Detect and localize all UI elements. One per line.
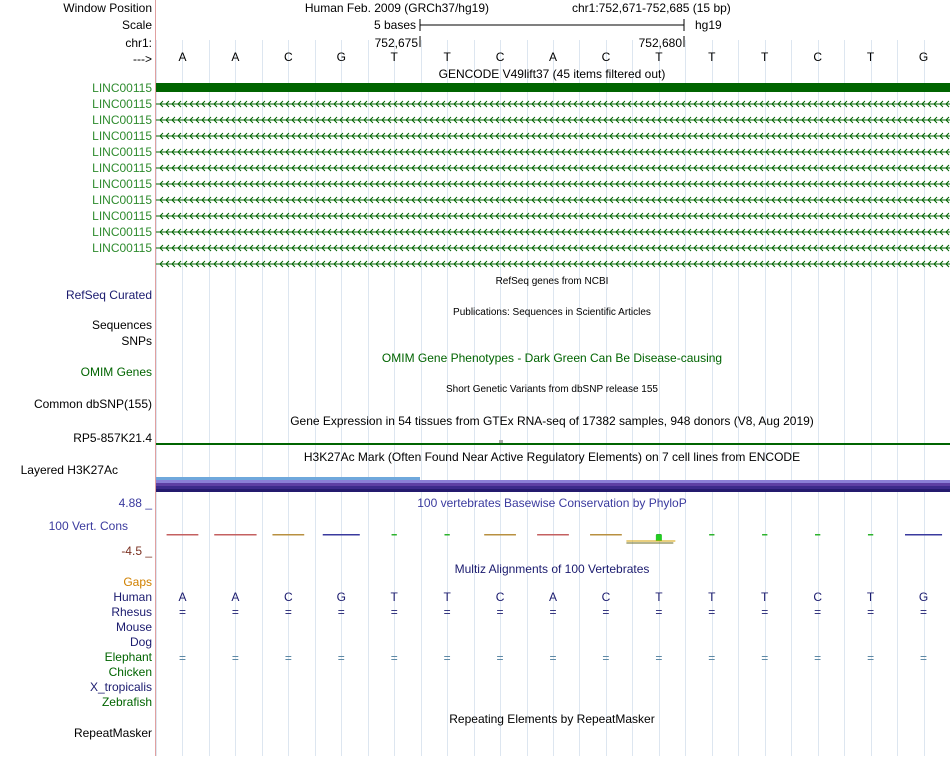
alignment-base: =	[920, 651, 927, 665]
multiz-rhesus-row	[179, 605, 927, 619]
reference-base: T	[655, 50, 663, 64]
alignment-base: =	[444, 651, 451, 665]
alignment-base: C	[602, 590, 611, 604]
track-label-column	[0, 0, 155, 756]
phylop-conservation-marks	[167, 534, 942, 543]
h3k27ac-signal-band-1	[156, 480, 950, 483]
reference-base: G	[337, 50, 346, 64]
alignment-base: =	[814, 605, 821, 619]
phylop-score-mark	[537, 534, 569, 536]
refseq-curated-label[interactable]: RefSeq Curated	[66, 288, 152, 302]
gencode-exon-block[interactable]	[156, 83, 950, 92]
multiz-human-row	[178, 590, 928, 604]
alignment-base: =	[391, 605, 398, 619]
ruler-tick-right-label: 752,680	[639, 36, 683, 50]
alignment-base: =	[602, 605, 609, 619]
multiz-track-title[interactable]: Multiz Alignments of 100 Vertebrates	[455, 562, 650, 576]
gencode-transcript-label[interactable]: LINC00115	[92, 209, 152, 223]
h3k27ac-signal-band-2	[156, 483, 950, 486]
alignment-base: =	[232, 651, 239, 665]
layered-h3k27ac-label[interactable]: Layered H3K27Ac	[21, 463, 118, 477]
reference-base: A	[178, 50, 186, 64]
conservation-max-label: 4.88 _	[119, 496, 152, 510]
alignment-base: =	[391, 651, 398, 665]
phylop-highlight-mark	[656, 535, 662, 541]
alignment-base: =	[338, 651, 345, 665]
reference-base: C	[813, 50, 822, 64]
strand-arrow-label: --->	[133, 52, 152, 66]
alignment-base: T	[708, 590, 716, 604]
alignment-base: =	[549, 651, 556, 665]
phylop-score-mark	[392, 534, 397, 536]
phylop-score-mark	[444, 534, 449, 536]
alignment-base: T	[761, 590, 769, 604]
h3k27ac-track-title[interactable]: H3K27Ac Mark (Often Found Near Active Regulatory Elements) on 7 cell lines from ENCODE	[304, 450, 800, 464]
window-position-label: Window Position	[63, 1, 152, 15]
alignment-base: =	[497, 651, 504, 665]
conservation-min-label: -4.5 _	[121, 544, 152, 558]
reference-base: C	[496, 50, 505, 64]
assembly-text: Human Feb. 2009 (GRCh37/hg19)	[305, 1, 489, 15]
phylop-score-mark	[323, 534, 360, 536]
scale-bar-label: 5 bases	[374, 18, 416, 32]
alignment-base: =	[497, 605, 504, 619]
alignment-base: G	[337, 590, 346, 604]
gtex-track-title[interactable]: Gene Expression in 54 tissues from GTEx RNA-seq of 17382 samples, 948 donors (V8, Aug 2019)	[290, 414, 814, 428]
base-gridlines	[157, 40, 950, 756]
alignment-base: C	[813, 590, 822, 604]
alignment-base: C	[284, 590, 293, 604]
gencode-transcript-label[interactable]: LINC00115	[92, 129, 152, 143]
gencode-transcript-label[interactable]: LINC00115	[92, 145, 152, 159]
alignment-base: =	[444, 605, 451, 619]
alignment-base: =	[867, 651, 874, 665]
gencode-track-title[interactable]: GENCODE V49lift37 (45 items filtered out)	[439, 67, 666, 81]
alignment-base: =	[655, 605, 662, 619]
snps-label[interactable]: SNPs	[121, 334, 152, 348]
alignment-base: =	[285, 605, 292, 619]
alignment-base: =	[655, 651, 662, 665]
alignment-base: =	[285, 651, 292, 665]
chr-label: chr1:	[125, 36, 152, 50]
reference-base: A	[549, 50, 557, 64]
alignment-base: =	[761, 605, 768, 619]
phylop-track-title[interactable]: 100 vertebrates Basewise Conservation by PhyloP	[417, 496, 686, 510]
species-label[interactable]: Chicken	[109, 665, 152, 679]
h3k27ac-signal-top	[156, 477, 420, 480]
phylop-score-mark	[868, 534, 873, 536]
phylop-score-mark	[484, 534, 516, 536]
sequences-label[interactable]: Sequences	[92, 318, 152, 332]
phylop-score-mark	[905, 534, 942, 536]
alignment-base: =	[602, 651, 609, 665]
reference-base: A	[231, 50, 239, 64]
position-text: chr1:752,671-752,685 (15 bp)	[572, 1, 731, 15]
alignment-base: =	[761, 651, 768, 665]
species-label[interactable]: Rhesus	[111, 605, 152, 619]
reference-base: T	[443, 50, 451, 64]
h3k27ac-signal-band-3	[156, 486, 950, 489]
gencode-transcript-label[interactable]: LINC00115	[92, 113, 152, 127]
gencode-transcript-label[interactable]: LINC00115	[92, 161, 152, 175]
vert-cons-label[interactable]: 100 Vert. Cons	[49, 519, 128, 533]
reference-base: G	[919, 50, 928, 64]
alignment-base: A	[178, 590, 186, 604]
gencode-transcript-label[interactable]: LINC00115	[92, 241, 152, 255]
species-label[interactable]: Mouse	[116, 620, 152, 634]
reference-bases	[178, 50, 928, 64]
species-label[interactable]: Human	[113, 590, 152, 604]
reference-base: C	[284, 50, 293, 64]
alignment-base: A	[549, 590, 557, 604]
gencode-transcript-label[interactable]: LINC00115	[92, 81, 152, 95]
gencode-transcript-label[interactable]: LINC00115	[92, 193, 152, 207]
gtex-expression-mark	[499, 440, 503, 443]
omim-track-title[interactable]: OMIM Gene Phenotypes - Dark Green Can Be Disease-causing	[382, 351, 722, 365]
gaps-label[interactable]: Gaps	[123, 575, 152, 589]
track-canvas[interactable]	[156, 0, 950, 756]
alignment-base: A	[231, 590, 239, 604]
alignment-base: =	[920, 605, 927, 619]
alignment-base: =	[814, 651, 821, 665]
scale-db-label: hg19	[695, 18, 722, 32]
refseq-track-title[interactable]: RefSeq genes from NCBI	[496, 276, 609, 287]
alignment-base: =	[338, 605, 345, 619]
gencode-transcript-label[interactable]: LINC00115	[92, 97, 152, 111]
common-dbsnp-label[interactable]: Common dbSNP(155)	[34, 397, 152, 411]
phylop-score-mark	[590, 534, 622, 536]
genome-browser-image[interactable]	[156, 0, 950, 756]
alignment-base: G	[919, 590, 928, 604]
dbsnp-track-title[interactable]: Short Genetic Variants from dbSNP release 155	[446, 384, 658, 395]
alignment-base: =	[232, 605, 239, 619]
alignment-base: T	[655, 590, 663, 604]
species-label[interactable]: Zebrafish	[102, 695, 152, 709]
gtex-gene-label[interactable]: RP5-857K21.4	[73, 431, 152, 445]
species-label[interactable]: Elephant	[105, 650, 152, 664]
h3k27ac-signal-band-4	[156, 489, 950, 492]
omim-genes-label[interactable]: OMIM Genes	[81, 365, 152, 379]
phylop-score-mark	[762, 534, 767, 536]
multiz-elephant-row	[179, 651, 927, 665]
reference-base: C	[602, 50, 611, 64]
gencode-transcript-label[interactable]: LINC00115	[92, 177, 152, 191]
repeatmasker-track-title[interactable]: Repeating Elements by RepeatMasker	[449, 712, 654, 726]
gencode-transcript-label[interactable]: LINC00115	[92, 225, 152, 239]
alignment-base: =	[179, 651, 186, 665]
repeatmasker-label[interactable]: RepeatMasker	[74, 726, 152, 740]
species-label[interactable]: X_tropicalis	[90, 680, 152, 694]
publications-track-title[interactable]: Publications: Sequences in Scientific Articles	[453, 307, 651, 318]
phylop-score-mark	[815, 534, 820, 536]
alignment-base: =	[708, 651, 715, 665]
reference-base: T	[708, 50, 716, 64]
alignment-base: T	[391, 590, 399, 604]
reference-base: T	[867, 50, 875, 64]
alignment-base: =	[549, 605, 556, 619]
phylop-score-mark	[167, 534, 199, 536]
alignment-base: =	[708, 605, 715, 619]
phylop-score-mark	[709, 534, 714, 536]
alignment-base: T	[443, 590, 451, 604]
alignment-base: C	[496, 590, 505, 604]
alignment-base: =	[867, 605, 874, 619]
reference-base: T	[761, 50, 769, 64]
alignment-base: T	[867, 590, 875, 604]
species-label[interactable]: Dog	[130, 635, 152, 649]
ruler-tick-left-label: 752,675	[375, 36, 419, 50]
scale-label: Scale	[122, 18, 152, 32]
phylop-score-mark	[272, 534, 304, 536]
alignment-base: =	[179, 605, 186, 619]
phylop-score-mark	[214, 534, 256, 536]
reference-base: T	[391, 50, 399, 64]
